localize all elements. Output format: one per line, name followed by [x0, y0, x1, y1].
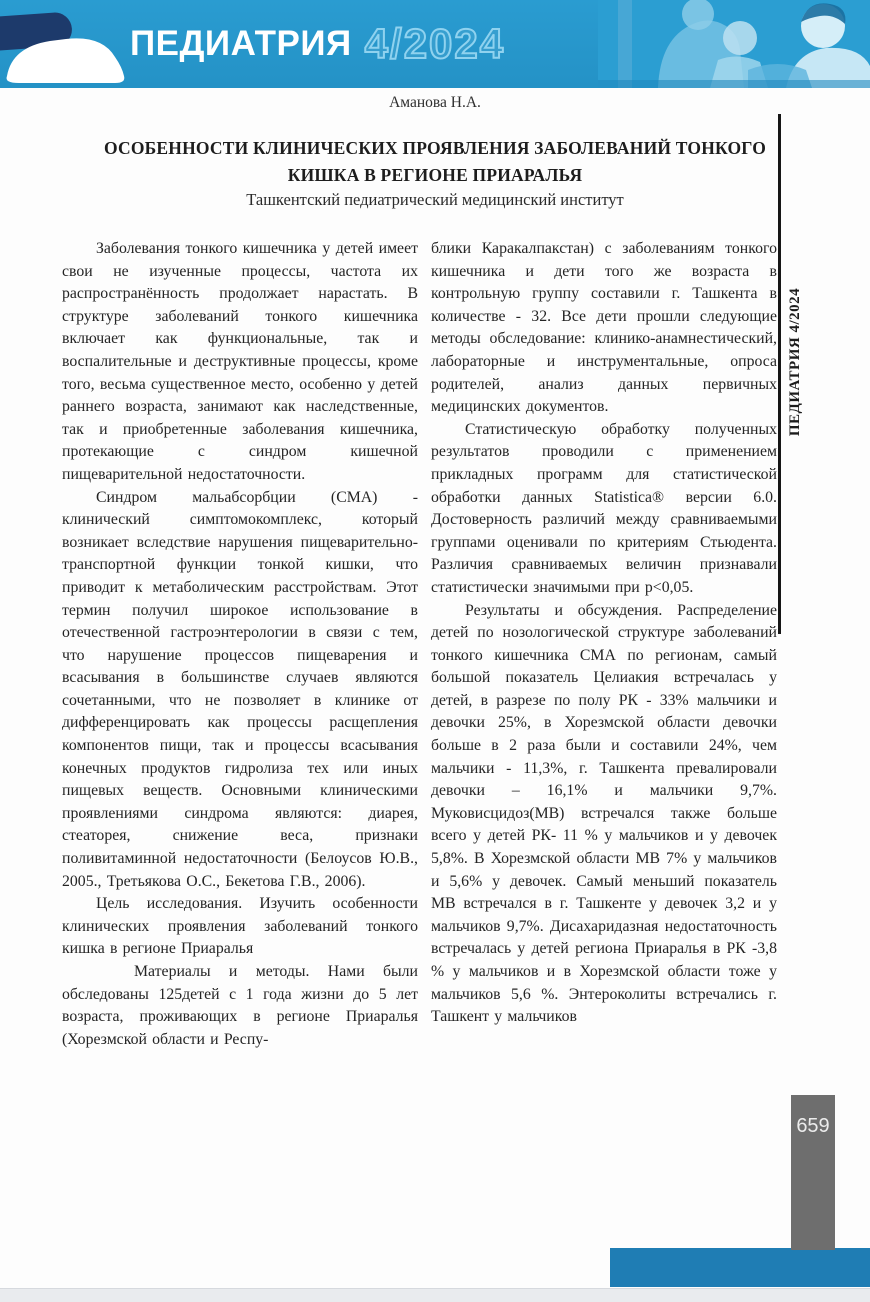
- journal-issue: 4/2024: [364, 20, 506, 67]
- article-body: [62, 238, 779, 1051]
- doctor-child-photo: [598, 0, 870, 88]
- article-paragraph: блики Каракалпакстан) с заболеваниям тонкого кишечника и дети того же возраста в контрольную группу составили г. Ташкента в количестве - 32. Все дети прошли следующие методы обследование: клинико-анамнестический, лабораторные и инструментальные, опроса родителей, анализ данных первичных медицинских документов.: [431, 240, 777, 416]
- footer-accent-bar: [610, 1248, 870, 1287]
- affiliation: Ташкентский педиатрический медицинский институт: [246, 190, 624, 209]
- left-column: [62, 238, 418, 1051]
- article-title: ОСОБЕННОСТИ КЛИНИЧЕСКИХ ПРОЯВЛЕНИЯ ЗАБОЛЕВАНИЙ ТОНКОГО КИШКА В РЕГИОНЕ ПРИАРАЛЬЯ: [103, 138, 767, 185]
- right-column: [431, 238, 777, 1051]
- article-paragraph: Заболевания тонкого кишечника у детей имеет свои не изученные процессы, частота их распространённость продолжает нарастать. В структуре заболеваний тонкого кишечника включает как функциональные, так и воспалительные и деструктивные процессы, кроме того, весьма существенное место, особенно у детей раннего возраста, занимают как наследственные, так и приобретенные заболевания кишечника, протекающие с синдром кишечной пищеварительной недостаточности.: [62, 240, 418, 483]
- masthead: [130, 0, 505, 88]
- page-number: 659: [796, 1115, 830, 1137]
- margin-rule: [778, 114, 781, 634]
- footer-strip: [0, 1288, 870, 1302]
- article-paragraph: Статистическую обработку полученных результатов проводили с применением прикладных программ для статистической обработки данных Statistica® версии 6.0. Достоверность различий между сравниваемыми группами оценивали по критериям Стьюдента. Различия сравниваемых величин признавали статистически значимыми при р<0,05.: [431, 420, 777, 596]
- journal-title: ПЕДИАТРИЯ: [130, 24, 352, 63]
- journal-header: [0, 0, 870, 88]
- article-paragraph: Результаты и обсуждения. Распределение детей по нозологической структуре заболеваний тонкого кишечника СМА по регионам, самый большой показатель Целиакия встречалась у детей, в разрезе по полу РК - 33% мальчики и девочки 25%, в Хорезмской области девочки больше в 2 раза были и составили 24%, чем мальчики - 11,3%, г. Ташкента превалировали девочки – 16,1% и мальчики 9,7%. Муковисцидоз(МВ) встречался также больше всего у детей РК- 11 % у мальчиков и у девочек 5,8%. В Хорезмской области МВ 7% у мальчиков и 5,6% у девочек. Самый меньший показатель МВ встречался в г. Ташкенте у девочек 3,2 и у мальчиков 9,7%. Дисахаридазная недостаточность встречалась у детей региона Приаралья в РК -3,8 % у мальчиков и в Хорезмской области тоже у мальчиков 5,6 %. Энтероколиты встречались г. Ташкент у мальчиков: [431, 601, 777, 1026]
- author-line: Аманова Н.А.: [389, 94, 481, 111]
- article-paragraph: Цель исследования. Изучить особенности клинических проявления заболеваний тонкого кишка в регионе Приаралья: [62, 895, 418, 958]
- page-number-tab: [791, 1095, 835, 1250]
- sidebar-journal-label: ПЕДИАТРИЯ 4/2024: [787, 287, 803, 437]
- article-paragraph: Материалы и методы. Нами были обследованы 125детей с 1 года жизни до 5 лет возраста, проживающих в регионе Приаралья (Хорезмской области и Респу-: [62, 963, 418, 1048]
- article-paragraph: Синдром мальабсорбции (СМА) - клинический симптомокомплекс, который возникает вследствие нарушения пищеварительно-транспортной функции тонкой кишки, что приводит к метаболическим расстройствам. Этот термин получил широкое использование в отечественной гастроэнтерологии в связи с тем, что нарушение процессов пищеварения и всасывания в большинстве случаев являются сочетанными, что не позволяет в клинике от дифференцировать как процессы расщепления компонентов пищи, так и процессы всасывания конечных продуктов гидролиза тех или иных пищевых веществ. Основными клиническими проявлениями синдрома являются: диарея, стеаторея, снижение веса, признаки поливитаминной недостаточности (Белоусов Ю.В., 2005., Третьякова О.С., Бекетова Г.В., 2006).: [62, 488, 418, 890]
